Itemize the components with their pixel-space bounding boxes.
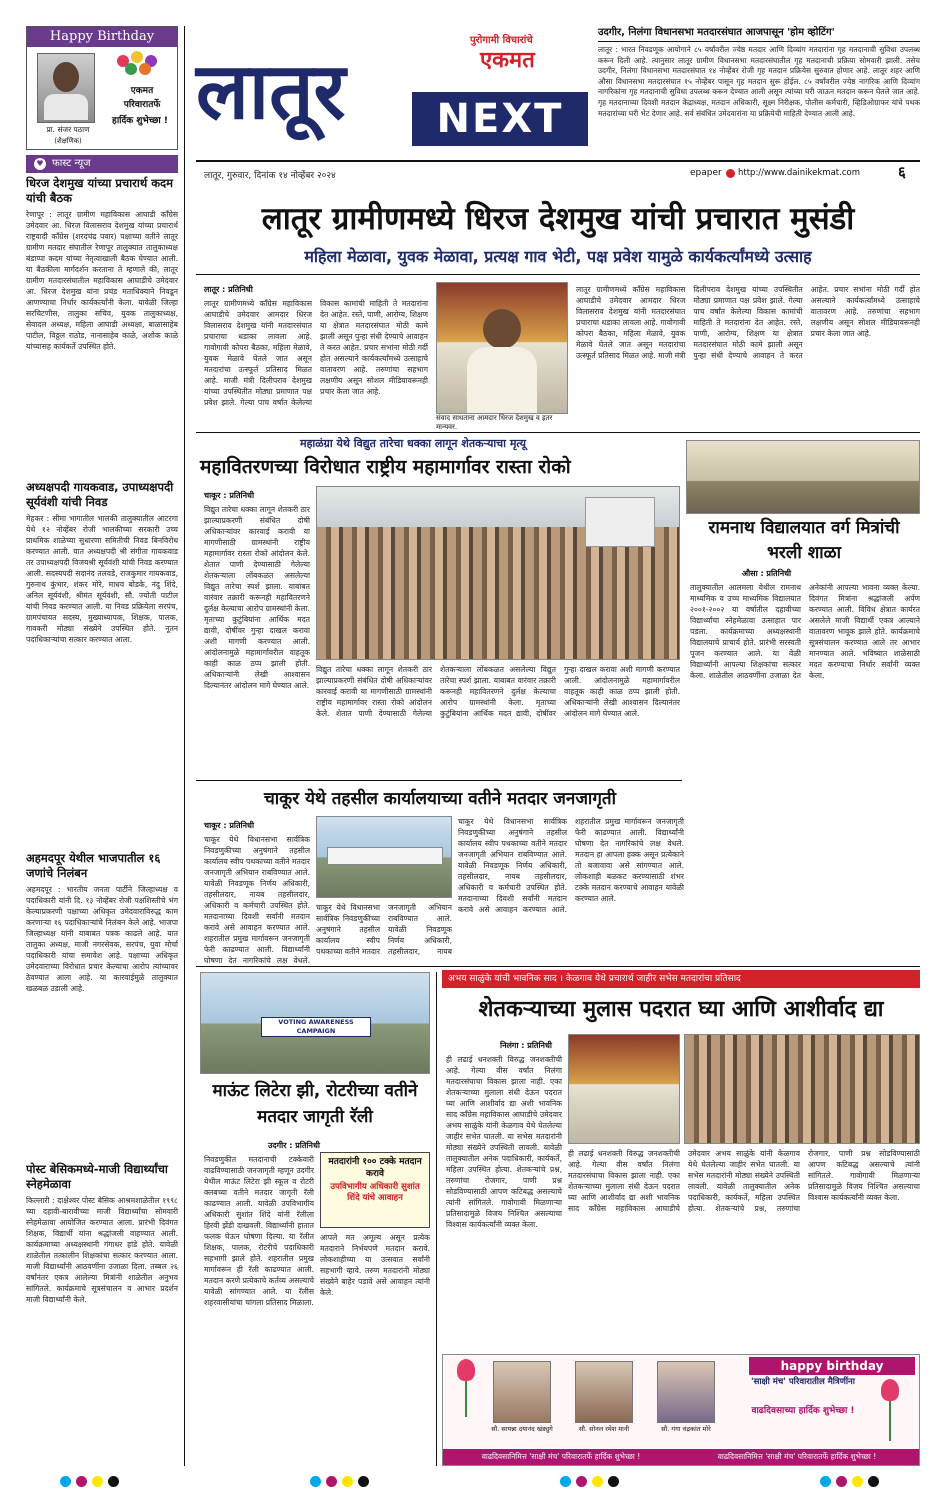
- fast-news-body: रेणापूर : लातूर ग्रामीण महाविकास आघाडी काँग्रेस उमेदवार आ. धिरज विलासराव देशमुख यांच्या प्रचारार्थ राष्ट्रवादी काँग्रेस (शरदचंद्र पवार) पक्षाच्या वतीने लातूर ग्रामीण मतदार संघातील रेणापूर तालुक्यात तालुकाध्यक्ष बंडाप्पा कदम यांच्या नेतृत्वाखाली बैठक घेण्यात आली. या बैठकीला मार्गदर्शन करताना ते म्हणाले की, लातूर ग्रामीण मतदारसंघातील महाविकास आघाडीचे उमेदवार आ. धिरज देशमुख यांना प्रचंड मताधिक्याने निवडून आणण्याचा निर्धार कार्यकर्त्यांनी केला. यावेळी जिल्हा सरचिटणीस, तालुका सचिव, युवक तालुकाध्यक्ष, सेवादल अध्यक्ष, महिला आघाडी अध्यक्षा, बाळासाहेब पाटील, विठ्ठल राठोड, नानासाहेब काळे, अशोक काळे यांच्यासह कार्यकर्ते उपस्थित होते.: [26, 210, 178, 351]
- rally-title: माऊंट लिटेरा झी, रोटरीच्या वतीने मतदार जागृती रॅली: [212, 1081, 418, 1127]
- person-photo-3: [657, 1361, 715, 1423]
- ramnath-body: तालुक्यातील आलमला येथील रामनाथ माध्यमिक व उच्च माध्यमिक विद्यालयात २००१-२००२ या वर्षातील दहावीच्या विद्यार्थ्यांचा स्नेहमेळावा उत्साहात पार पडला. कार्यक्रमाच्या अध्यक्षस्थानी विद्यालयाचे प्राचार्य होते. प्रारंभी सरस्वती पूजन करण्यात आले. या वेळी विद्यार्थ्यांनी आपल्या शिक्षकांचा सत्कार केला. शाळेतील आठवणींना उजाळा देत अनेकांनी आपल्या भावना व्यक्त केल्या. दिवंगत मित्रांना श्रद्धांजली अर्पण करण्यात आली. विविध क्षेत्रात कार्यरत असलेले माजी विद्यार्थी एकत्र आल्याने वातावरण भावूक झाले होते. कार्यक्रमाचे सूत्रसंचालन करण्यात आले तर आभार मानण्यात आले. भविष्यात शाळेसाठी मदत करण्याचा निर्धार सर्वांनी व्यक्त केला.: [690, 583, 920, 680]
- birthday-wish2: परिवारातर्फे: [123, 100, 161, 110]
- masthead-logo: लातूर: [196, 47, 346, 137]
- rally-callout: [320, 1152, 430, 1228]
- nilanga-kicker: [442, 970, 920, 988]
- dhiraj-deshmukh-photo: [436, 282, 568, 414]
- chakur-byline: चाकूर : प्रतिनिधी: [204, 821, 255, 830]
- fast-news-item: [26, 176, 178, 474]
- home-voting-box: [598, 26, 920, 156]
- rasta-roko-body-bottom: विद्युत तारेचा धक्का लागून शेतकरी ठार झाल्याप्रकरणी संबंधित दोषी अधिकाऱ्यांवर कारवाई करावी या मागणीसाठी ग्रामस्थांनी राष्ट्रीय महामार्गावर रास्ता रोको आंदोलन केले. शेतात पाणी देण्यासाठी गेलेल्या शेतकऱ्याला लोंबकळत असलेल्या विद्युत तारेचा स्पर्श झाला. याबाबत वारंवार तक्रारी करूनही महावितरणने दुर्लक्ष केल्याचा आरोप ग्रामस्थांनी केला. मृताच्या कुटुंबियांना आर्थिक मदत द्यावी, दोषींवर गुन्हा दाखल करावा अशी मागणी करण्यात आली. आंदोलनामुळे महामार्गावरील वाहतूक काही काळ ठप्प झाली होती. अधिकाऱ्यांनी लेखी आश्वासन दिल्यानंतर आंदोलन मागे घेण्यात आले.: [316, 665, 680, 718]
- masthead-next: NEXT: [412, 92, 588, 146]
- print-color-bar: [60, 1476, 900, 1490]
- tulip-left: [449, 1359, 485, 1419]
- birthday-wish3: हार्दिक शुभेच्छा !: [112, 116, 168, 126]
- birthday-box: [26, 26, 178, 150]
- rally-body-left: निवडणुकीत मतदानाची टक्केवारी वाढविण्यासाठी जनजागृती म्हणून उदगीर येथील माऊंट लिटेरा झी स्कूल व रोटरी क्लबच्या वतीने मतदार जागृती रॅली काढण्यात आली. यावेळी उपविभागीय अधिकारी सुशांत शिंदे यांनी रॅलीला हिरवी झेंडी दाखवली. विद्यार्थ्यांनी हातात फलक घेऊन घोषणा दिल्या. या रॅलीत शिक्षक, पालक, रोटरीचे पदाधिकारी सहभागी झाले होते. शहरातील प्रमुख मार्गावरून ही रॅली काढण्यात आली. मतदान करणे प्रत्येकाचे कर्तव्य असल्याचे यावेळी सांगण्यात आले. या रॅलीस शहरवासीयांचा चांगला प्रतिसाद मिळाला.: [204, 1155, 314, 1307]
- rasta-roko-title: महावितरणच्या विरोधात राष्ट्रीय महामार्गावर रास्ता रोको: [200, 456, 571, 478]
- masthead-rule: [196, 160, 920, 162]
- fast-news-header: [26, 155, 178, 173]
- sakshi-group: 'साक्षी मंच' परिवारातील मैत्रिणींना: [751, 1377, 855, 1387]
- rasta-roko-photo: [316, 486, 680, 660]
- ramnath-byline: औसा : प्रतिनिधी: [742, 569, 792, 578]
- fast-news-item: [26, 1162, 178, 1462]
- fast-news-label: फास्ट न्यूज: [52, 158, 91, 169]
- nilanga-byline: निलंगा : प्रतिनिधी: [500, 1041, 552, 1050]
- website-url[interactable]: http://www.dainikekmat.com: [738, 168, 860, 178]
- fast-news-title: अध्यक्षपदी गायकवाड, उपाध्यक्षपदी सूर्यवंशी यांची निवड: [26, 480, 174, 509]
- fast-news-title: अहमदपूर येथील भाजपातील १६ जणांचे निलंबन: [26, 851, 161, 880]
- chakur-body-right: चाकूर येथे विधानसभा सार्वत्रिक निवडणुकीच्या अनुषंगाने तहसील कार्यालय स्वीप पथकाच्या वतीने मतदार जनजागृती अभियान राबविण्यात आले. यावेळी निवडणूक निर्णय अधिकारी, तहसीलदार, नायब तहसीलदार, अधिकारी व कर्मचारी उपस्थित होते. मतदानाच्या दिवशी सर्वांनी मतदान करावे असे आवाहन करण्यात आले. शहरातील प्रमुख मार्गावरून जनजागृती फेरी काढण्यात आली. विद्यार्थ्यांनी घोषणा देत नागरिकांचे लक्ष वेधले. मतदान हा आपला हक्क असून प्रत्येकाने तो बजावावा असे सांगण्यात आले. लोकशाही बळकट करण्यासाठी शंभर टक्के मतदान करण्याचे आवाहन यावेळी करण्यात आले.: [458, 817, 684, 914]
- main-headline: लातूर ग्रामीणमध्ये धिरज देशमुख यांची प्रचारात मुसंडी: [261, 201, 855, 237]
- rally-callout-sub: उपविभागीय अधिकारी सुशांत शिंदे यांचे आवाहन: [330, 1182, 420, 1203]
- nilanga-kicker-text: अभय साळुंके यांची भावनिक साद । केळगाव येथे प्रचारार्थ जाहीर सभेस मतदारांचा प्रतिसाद: [448, 974, 741, 984]
- home-voting-body: लातूर : भारत निवडणूक आयोगाने ८५ वर्षांवरील ज्येष्ठ मतदार आणि दिव्यांग मतदारांना गृह मतदानाची सुविधा उपलब्ध करून दिली आहे. त्यानुसार लातूर ग्रामीण विधानसभा मतदारसंघातील गृह मतदानाची प्रक्रिया सोमवारी झाली. तसेच उदगीर, निलंगा विधानसभा मतदारसंघात १४ नोव्हेंबर रोजी गृह मतदान प्रक्रियेस सुरुवात होणार आहे. लातूर शहर आणि औसा विधानसभा मतदारसंघात १५ नोव्हेंबर पासून गृह मतदान सुरू होईल. ८५ वर्षांवरील ज्येष्ठ नागरिक आणि दिव्यांग नागरिकांना गृह मतदानाची सुविधा उपलब्ध करून देण्यात आली असून त्यांच्या घरी जाऊन मतदान करून घेतले जात आहे. गृह मतदानाच्या दिवशी मतदान केंद्राध्यक्ष, मतदान अधिकारी, सूक्ष्म निरीक्षक, पोलीस कर्मचारी, व्हिडिओग्राफर यांचे पथक मतदारांच्या घरी भेट देणार आहे. सर्व संबंधित उमेदवारांना या प्रक्रियेची माहिती देण्यात आली आहे.: [598, 45, 920, 118]
- fast-news-body: किल्लारी : दाक्षेश्वर पोस्ट बेसिक आश्रमशाळेतील १९९८ च्या दहावी-बारावीच्या माजी विद्यार्थ्यांचा सोमवारी स्नेहमेळावा आयोजित करण्यात आला. प्रारंभी दिवंगत शिक्षक, विद्यार्थी यांना श्रद्धांजली वाहण्यात आली. कार्यक्रमाच्या अध्यक्षस्थानी गंगाधर हांडे होते. यावेळी शाळेतील तत्कालीन शिक्षकांचा सत्कार करण्यात आला. माजी विद्यार्थ्यांनी आठवणींना उजाळा दिला. तब्बल २६ वर्षांनंतर एकत्र आलेल्या मित्रांनी शाळेतील अनुभव सांगितले. कार्यक्रमाचे सूत्रसंचालन व आभार प्रदर्शन माजी विद्यार्थ्यांनी केले.: [26, 1196, 178, 1304]
- fast-news-body: अहमदपूर : भारतीय जनता पार्टीने जिल्हाध्यक्ष व पदाधिकारी यांनी दि. १३ नोव्हेंबर रोजी पक्षशिस्तीचे भंग केल्याप्रकरणी पक्षाच्या अधिकृत उमेदवाराविरुद्ध काम करणाऱ्या १६ पदाधिकाऱ्यांचे निलंबन केले आहे. भाजपा जिल्हाध्यक्ष यांनी याबाबत पत्रक काढले आहे. यात तालुका अध्यक्ष, माजी नगरसेवक, सरपंच, युवा मोर्चा पदाधिकारी यांचा समावेश आहे. पक्षाच्या अधिकृत उमेदवाराच्या विरोधात प्रचार केल्याचा आरोप त्यांच्यावर ठेवण्यात आला आहे. या कारवाईमुळे तालुक्यात खळबळ उडाली आहे.: [26, 885, 178, 993]
- flower-bouquet: [113, 51, 169, 77]
- epaper-label: epaper: [690, 168, 722, 178]
- fast-news-item: [26, 851, 178, 1156]
- nilanga-title: शेतकऱ्याच्या मुलास पदरात घ्या आणि आशीर्वाद द्या: [478, 997, 884, 1022]
- chakur-title: चाकूर येथे तहसील कार्यालयाच्या वतीने मतदार जनजागृती: [263, 789, 617, 809]
- masthead-brand: एकमत: [480, 48, 535, 73]
- sakshi-title: happy birthday: [749, 1357, 915, 1375]
- person-name-1: सौ. सायन्ना दयानंद खंड्युगे: [491, 1425, 553, 1433]
- heart-icon: ♥: [34, 158, 46, 170]
- fast-news-item: [26, 480, 178, 845]
- rasta-roko-body-left: विद्युत तारेचा धक्का लागून शेतकरी ठार झाल्याप्रकरणी संबंधित दोषी अधिकाऱ्यांवर कारवाई करावी या मागणीसाठी ग्रामस्थांनी राष्ट्रीय महामार्गावर रास्ता रोको आंदोलन केले. शेतात पाणी देण्यासाठी गेलेल्या शेतकऱ्याला लोंबकळत असलेल्या विद्युत तारेचा स्पर्श झाला. याबाबत वारंवार तक्रारी करूनही महावितरणने दुर्लक्ष केल्याचा आरोप ग्रामस्थांनी केला. मृताच्या कुटुंबियांना आर्थिक मदत द्यावी, दोषींवर गुन्हा दाखल करावा अशी मागणी करण्यात आली. आंदोलनामुळे महामार्गावरील वाहतूक काही काळ ठप्प झाली होती. अधिकाऱ्यांनी लेखी आश्वासन दिल्यानंतर आंदोलन मागे घेण्यात आले.: [204, 505, 310, 690]
- sakshi-footer-strip: [443, 1449, 919, 1465]
- birthday-wish1: एकमत: [130, 86, 154, 96]
- fast-news-title: धिरज देशमुख यांच्या प्रचारार्थ कदम यांची बैठक: [26, 176, 174, 205]
- person-name-2: सौ. सोनल रमेश मानी: [578, 1425, 630, 1433]
- fast-news-column: [26, 176, 178, 1466]
- person-photo-1: [493, 1361, 551, 1423]
- rally-body-right: आपले मत अमूल्य असून प्रत्येक मतदाराने निर्भयपणे मतदान करावे. लोकशाहीच्या या उत्सवात सर्वांनी सहभागी व्हावे. तरुण मतदारांनी मोठ्या संख्येने बाहेर पडावे असे आवाहन त्यांनी केले.: [320, 1233, 430, 1297]
- chakur-body-left: चाकूर येथे विधानसभा सार्वत्रिक निवडणुकीच्या अनुषंगाने तहसील कार्यालय स्वीप पथकाच्या वतीने मतदार जनजागृती अभियान राबविण्यात आले. यावेळी निवडणूक निर्णय अधिकारी, तहसीलदार, नायब तहसीलदार, अधिकारी व कर्मचारी उपस्थित होते. मतदानाच्या दिवशी सर्वांनी मतदान करावे असे आवाहन करण्यात आले. शहरातील प्रमुख मार्गावरून जनजागृती फेरी काढण्यात आली. विद्यार्थ्यांनी घोषणा देत नागरिकांचे लक्ष वेधले.: [204, 835, 310, 964]
- home-voting-title: उदगीर, निलंगा विधानसभा मतदारसंघात आजपासून 'होम व्होटिंग': [598, 27, 835, 38]
- globe-icon: [726, 169, 735, 178]
- rally-banner: VOTING AWARENESS CAMPAIGN: [261, 1017, 371, 1037]
- person-photo-2: [575, 1361, 633, 1423]
- sakshi-footer-1: वाढदिवसानिमित्त 'साक्षी मंच' परिवारातर्फे हार्दिक शुभेच्छा !: [481, 1452, 641, 1461]
- birthday-name: प्रा. संजर पठाण: [46, 125, 90, 134]
- rally-callout-title: मतदारांनी १०० टक्के मतदान करावे: [328, 1157, 422, 1179]
- chakur-body-bottom: चाकूर येथे विधानसभा सार्वत्रिक निवडणुकीच्या अनुषंगाने तहसील कार्यालय स्वीप पथकाच्या वतीने मतदार जनजागृती अभियान राबविण्यात आले. यावेळी निवडणूक निर्णय अधिकारी, तहसीलदार, नायब: [316, 903, 452, 956]
- birthday-photo: [37, 53, 95, 123]
- person-name-3: सौ. गंगा चंद्रकांत मोरे: [661, 1425, 711, 1433]
- headline-body-right: लातूर ग्रामीणमध्ये काँग्रेस महाविकास आघाडीचे उमेदवार आमदार धिरज विलासराव देशमुख यांनी मतदारसंघात प्रचाराचा धडाका लावला आहे. गावोगावी कोपरा बैठका, महिला मेळावे, युवक मेळावे घेतले जात असून मतदारांचा उत्स्फूर्त प्रतिसाद मिळत आहे. माजी मंत्री दिलीपराव देशमुख यांच्या उपस्थितीत मोठ्या प्रमाणात पक्ष प्रवेश झाले. गेल्या पाच वर्षांत केलेल्या विकास कामांची माहिती ते मतदारांना देत आहेत. रस्ते, पाणी, आरोग्य, शिक्षण या क्षेत्रात मतदारसंघात मोठी कामे झाली असून पुन्हा संधी देण्याचे आवाहन ते करत आहेत. प्रचार सभांना मोठी गर्दी होत असल्याने कार्यकर्त्यांमध्ये उत्साहाचे वातावरण आहे. तरुणांचा सहभाग लक्षणीय असून सोशल मीडियावरूनही प्रचार केला जात आहे.: [576, 285, 920, 360]
- page-number: ६: [898, 163, 906, 181]
- sakshi-manch-box: [442, 1354, 920, 1466]
- birthday-title: Happy Birthday: [27, 27, 177, 47]
- sakshi-footer-2: वाढदिवसानिमित्त 'साक्षी मंच' परिवारातर्फे हार्दिक शुभेच्छा !: [717, 1452, 877, 1461]
- rasta-roko-byline: चाकूर : प्रतिनिधी: [204, 491, 255, 500]
- sidebar-divider: [184, 26, 185, 1466]
- dateline: लातूर, गुरुवार, दिनांक १४ नोव्हेंबर २०२४: [204, 171, 336, 181]
- nilanga-photo-2: [684, 1034, 920, 1144]
- sakshi-wish: वाढदिवसाच्या हार्दिक शुभेच्छा !: [751, 1406, 855, 1416]
- ramnath-photo: [686, 440, 920, 514]
- fast-news-title: पोस्ट बेसिकमध्ये-माजी विद्यार्थ्यांचा स्नेहमेळावा: [26, 1162, 168, 1191]
- nilanga-body-left: ही लढाई धनशक्ती विरुद्ध जनशक्तीची आहे. गेल्या वीस वर्षांत निलंगा मतदारसंघाचा विकास झाला नाही. एका शेतकऱ्याच्या मुलाला संधी देऊन पदरात घ्या आणि आशीर्वाद द्या अशी भावनिक साद काँग्रेस महाविकास आघाडीचे उमेदवार अभय साळुंके यांनी केळगाव येथे घेतलेल्या जाहीर सभेत घातली. या सभेस मतदारांनी मोठ्या संख्येने उपस्थिती लावली. यावेळी तालुक्यातील अनेक पदाधिकारी, कार्यकर्ते, महिला उपस्थित होत्या. शेतकऱ्यांचे प्रश्न, तरुणांचा रोजगार, पाणी प्रश्न सोडविण्यासाठी आपण कटिबद्ध असल्याचे त्यांनी सांगितले. गावोगावी मिळणाऱ्या प्रतिसादामुळे विजय निश्चित असल्याचा विश्वास कार्यकर्त्यांनी व्यक्त केला.: [446, 1055, 562, 1229]
- nilanga-photo-1: [568, 1034, 680, 1144]
- tulip-right: [871, 1379, 911, 1443]
- main-subheadline: महिला मेळावा, युवक मेळावा, प्रत्यक्ष गाव भेटी, पक्ष प्रवेश यामुळे कार्यकर्त्यांमध्ये उत्साह: [304, 247, 812, 266]
- headline-byline: लातूर : प्रतिनिधी: [204, 285, 253, 294]
- ramnath-title: रामनाथ विद्यालयात वर्ग मित्रांची भरली शाळा: [708, 518, 900, 563]
- rasta-roko-kicker: महाळंग्रा येथे विद्युत तारेचा धक्का लागून शेतकऱ्याचा मृत्यू: [300, 437, 526, 450]
- rally-byline: उदगीर : प्रतिनिधी: [268, 1141, 320, 1150]
- masthead-tagline: पुरोगामी विचारांचे: [470, 35, 533, 46]
- chakur-photo: [316, 816, 452, 898]
- rally-photo: [200, 972, 430, 1074]
- headline-body-left: लातूर ग्रामीणमध्ये काँग्रेस महाविकास आघाडीचे उमेदवार आमदार धिरज विलासराव देशमुख यांनी मतदारसंघात प्रचाराचा धडाका लावला आहे. गावोगावी कोपरा बैठका, महिला मेळावे, युवक मेळावे घेतले जात असून मतदारांचा उत्स्फूर्त प्रतिसाद मिळत आहे. माजी मंत्री दिलीपराव देशमुख यांच्या उपस्थितीत मोठ्या प्रमाणात पक्ष प्रवेश झाले. गेल्या पाच वर्षांत केलेल्या विकास कामांची माहिती ते मतदारांना देत आहेत. रस्ते, पाणी, आरोग्य, शिक्षण या क्षेत्रात मतदारसंघात मोठी कामे झाली असून पुन्हा संधी देण्याचे आवाहन ते करत आहेत. प्रचार सभांना मोठी गर्दी होत असल्याने कार्यकर्त्यांमध्ये उत्साहाचे वातावरण आहे. तरुणांचा सहभाग लक्षणीय असून सोशल मीडियावरूनही प्रचार केला जात आहे.: [204, 299, 428, 407]
- nilanga-body-bottom: ही लढाई धनशक्ती विरुद्ध जनशक्तीची आहे. गेल्या वीस वर्षांत निलंगा मतदारसंघाचा विकास झाला नाही. एका शेतकऱ्याच्या मुलाला संधी देऊन पदरात घ्या आणि आशीर्वाद द्या अशी भावनिक साद काँग्रेस महाविकास आघाडीचे उमेदवार अभय साळुंके यांनी केळगाव येथे घेतलेल्या जाहीर सभेत घातली. या सभेस मतदारांनी मोठ्या संख्येने उपस्थिती लावली. यावेळी तालुक्यातील अनेक पदाधिकारी, कार्यकर्ते, महिला उपस्थित होत्या. शेतकऱ्यांचे प्रश्न, तरुणांचा रोजगार, पाणी प्रश्न सोडविण्यासाठी आपण कटिबद्ध असल्याचे त्यांनी सांगितले. गावोगावी मिळणाऱ्या प्रतिसादामुळे विजय निश्चित असल्याचा विश्वास कार्यकर्त्यांनी व्यक्त केला.: [568, 1149, 920, 1213]
- headline-caption: संवाद साधताना आमदार धिरज देशमुख व इतर मान्यवर.: [436, 414, 553, 431]
- fast-news-body: मेहकर : सीमा भागातील भालकी तालुक्यातील आटरगा येथे १२ नोव्हेंबर रोजी भालकीच्या सरकारी उच्च प्राथमिक शाळेच्या सुधारणा समितीची निवड बिनविरोध करण्यात आली. यात अध्यक्षपदी श्री संगीता गायकवाड तर उपाध्यक्षपदी विजयश्री सूर्यवंशी यांची निवड करण्यात आली. सदस्यपदी सदानंद तलवडे, राजकुमार गायकवाड, गुरुनाथ कुंभार, शंकर मोरे, माधव बोडके, नंदु शिंदे, अनिल सूर्यवंशी, श्रीमंत सूर्यवंशी, सौ. ज्योती पाटील यांची निवड करण्यात आली. या निवड प्रक्रियेला सरपंच, ग्रामपंचायत सदस्य, मुख्याध्यापक, शिक्षक, पालक, गावकरी मोठ्या संख्येने उपस्थित होते. नूतन पदाधिकाऱ्यांचा सत्कार करण्यात आला.: [26, 514, 178, 644]
- birthday-subtitle: (शैक्षणिक): [54, 137, 82, 145]
